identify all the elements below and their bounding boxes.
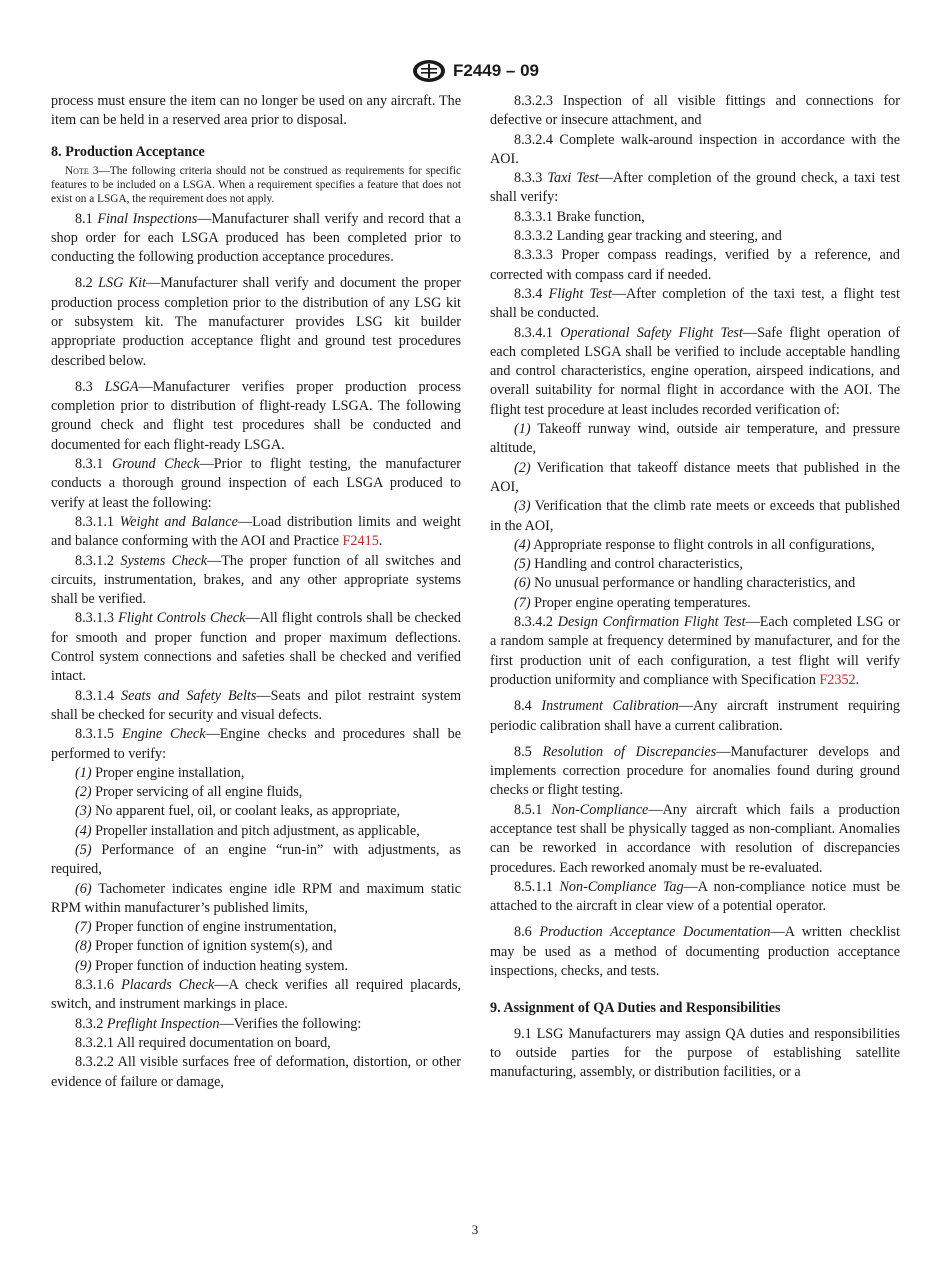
list-item: (5) Performance of an engine “run-in” with adjustments, as required, xyxy=(51,842,461,878)
right-column xyxy=(490,92,900,1083)
paragraph-8-3-3-3: 8.3.3.3 Proper compass readings, verified by a reference, and corrected with compass card if needed. xyxy=(490,247,900,283)
paragraph-8-3-3: 8.3.3 Taxi Test—After completion of the ground check, a taxi test shall verify: xyxy=(490,170,900,206)
engine-check-list xyxy=(51,764,461,976)
paragraph-8-1: 8.1 Final Inspections—Manufacturer shall verify and record that a shop order for each LSGA produced has been completed prior to conducting the following production acceptance procedures. xyxy=(51,210,462,266)
paragraph-8-3-4-2: 8.3.4.2 Design Confirmation Flight Test—Each completed LSG or a random sample at frequency determined by manufacturer, and for the first production unit of each configuration, a test flight will verify production uniformity and compliance with Specification F2352. xyxy=(490,614,900,688)
flight-test-list xyxy=(490,420,900,613)
paragraph-9-1: 9.1 LSG Manufacturers may assign QA duties and responsibilities to outside parties for the purpose of establishing satellite manufacturing, assembly, or distribution facilities, or a xyxy=(490,1025,900,1081)
list-item: (6) No unusual performance or handling characteristics, and xyxy=(514,575,856,592)
standard-link-f2415[interactable]: F2415 xyxy=(342,533,379,550)
paragraph-8-3-1-6: 8.3.1.6 Placards Check—A check verifies all required placards, switch, and instrument markings in place. xyxy=(51,977,462,1013)
paragraph-8-2: 8.2 LSG Kit—Manufacturer shall verify and document the proper production process completion prior to the distribution of any LSG kit or subsystem kit. The manufacturer provides LSG kit builder appropriate production acceptance flight and ground test procedures described below. xyxy=(51,275,462,369)
list-item: (1) Takeoff runway wind, outside air temperature, and pressure altitude, xyxy=(490,421,900,457)
page-number: 3 xyxy=(471,1222,479,1237)
paragraph-8-3-1-4: 8.3.1.4 Seats and Safety Belts—Seats and pilot restraint system shall be checked for security and visual defects. xyxy=(51,687,462,723)
section-heading-8: 8. Production Acceptance xyxy=(51,143,205,160)
paragraph-8-3-1-2: 8.3.1.2 Systems Check—The proper function of all switches and circuits, instrumentation, brakes, and any other appropriate systems shall be verified. xyxy=(51,552,462,608)
section-heading-9: 9. Assignment of QA Duties and Responsibilities xyxy=(490,1000,781,1017)
list-item: (9) Proper function of induction heating system. xyxy=(75,957,349,974)
astm-logo-icon xyxy=(411,58,447,84)
paragraph-8-3-2-3: 8.3.2.3 Inspection of all visible fittings and connections for defective or insecure attachment, and xyxy=(490,93,900,129)
paragraph: process must ensure the item can no longer be used on any aircraft. The item can be held in a reserved area prior to disposal. xyxy=(51,93,461,129)
paragraph-8-5-1-1: 8.5.1.1 Non-Compliance Tag—A non-compliance notice must be attached to the aircraft in clear view of a potential operator. xyxy=(490,878,900,915)
paragraph-8-3-1-3: 8.3.1.3 Flight Controls Check—All flight controls shall be checked for smooth and proper function and proper maximum deflections. Control system connections and safeties shall be checked and verified intact. xyxy=(51,610,461,685)
left-column xyxy=(51,92,461,1092)
list-item: (4) Appropriate response to flight controls in all configurations, xyxy=(514,536,875,553)
paragraph-8-3-2: 8.3.2 Preflight Inspection—Verifies the following: xyxy=(75,1015,362,1032)
standard-link-f2352[interactable]: F2352 xyxy=(819,671,856,688)
paragraph-8-3-3-2: 8.3.3.2 Landing gear tracking and steering, and xyxy=(514,228,782,245)
list-item: (3) No apparent fuel, oil, or coolant leaks, as appropriate, xyxy=(75,803,401,820)
paragraph-8-3-2-1: 8.3.2.1 All required documentation on board, xyxy=(75,1034,331,1051)
document-id: F2449 – 09 xyxy=(452,61,539,80)
paragraph-8-5-1: 8.5.1 Non-Compliance—Any aircraft which fails a production acceptance test shall be physically tagged as non-compliant. Anomalies can be reworked in accordance with resolution of discrepancies procedures. Each reworked anomaly must be re-evaluated. xyxy=(490,801,900,876)
paragraph-8-3-1: 8.3.1 Ground Check—Prior to flight testing, the manufacturer conducts a thorough ground inspection of each LSGA produced to verify at least the following: xyxy=(51,456,461,511)
list-item: (3) Verification that the climb rate meets or exceeds that published in the AOI, xyxy=(490,498,900,534)
list-item: (5) Handling and control characteristics, xyxy=(514,556,743,573)
paragraph-8-3-4: 8.3.4 Flight Test—After completion of the taxi test, a flight test shall be conducted. xyxy=(490,285,900,322)
list-item: (2) Proper servicing of all engine fluids, xyxy=(75,784,303,801)
paragraph-8-3-3-1: 8.3.3.1 Brake function, xyxy=(514,208,645,225)
paragraph-8-3-2-2: 8.3.2.2 All visible surfaces free of deformation, distortion, or other evidence of failure or damage, xyxy=(51,1054,461,1090)
list-item: (7) Proper function of engine instrumentation, xyxy=(75,919,337,936)
note-3 xyxy=(51,164,461,207)
paragraph-8-3-1-5: 8.3.1.5 Engine Check—Engine checks and procedures shall be performed to verify: xyxy=(51,726,461,762)
paragraph-8-6: 8.6 Production Acceptance Documentation—A written checklist may be used as a method of documenting production acceptance inspections, checks, and tests. xyxy=(490,924,900,980)
list-item: (6) Tachometer indicates engine idle RPM and maximum static RPM within manufacturer’s published limits, xyxy=(51,880,461,916)
paragraph-8-3: 8.3 LSGA—Manufacturer verifies proper production process completion prior to distribution of flight-ready LSGA. The following ground check and flight test procedures shall be conducted and documented for each flight-ready LSGA. xyxy=(51,378,461,453)
paragraph-8-3-2-4: 8.3.2.4 Complete walk-around inspection in accordance with the AOI. xyxy=(490,131,900,167)
list-item: (4) Propeller installation and pitch adjustment, as applicable, xyxy=(75,822,420,839)
note-text: —The following criteria should not be construed as requirements for specific features to be included on a LSGA. When a requirement specifies a feature that does not exist on a LSGA, the requirement does not apply. xyxy=(51,164,461,206)
paragraph-8-5: 8.5 Resolution of Discrepancies—Manufacturer develops and implements correction procedure for anomalies found during ground checks or flight testing. xyxy=(490,743,900,799)
paragraph-8-3-1-1: 8.3.1.1 Weight and Balance—Load distribution limits and weight and balance conforming with the AOI and Practice F2415. xyxy=(51,513,461,550)
list-item: (1) Proper engine installation, xyxy=(75,764,245,781)
page-header xyxy=(0,58,950,84)
list-item: (8) Proper function of ignition system(s), and xyxy=(75,938,333,955)
paragraph-8-3-4-1: 8.3.4.1 Operational Safety Flight Test—Safe flight operation of each completed LSGA shall be verified to include acceptable handling and control characteristics, engine operation, airspeed indications, and overall suitability for normal flight in accordance with the AOI. The flight test procedure at least includes recorded verification of: xyxy=(490,324,901,418)
paragraph-8-4: 8.4 Instrument Calibration—Any aircraft instrument requiring periodic calibration shall have a current calibration. xyxy=(490,698,901,734)
list-item: (2) Verification that takeoff distance meets that published in the AOI, xyxy=(490,459,900,495)
list-item: (7) Proper engine operating temperatures. xyxy=(514,594,751,611)
note-label: Note 3 xyxy=(65,164,99,177)
